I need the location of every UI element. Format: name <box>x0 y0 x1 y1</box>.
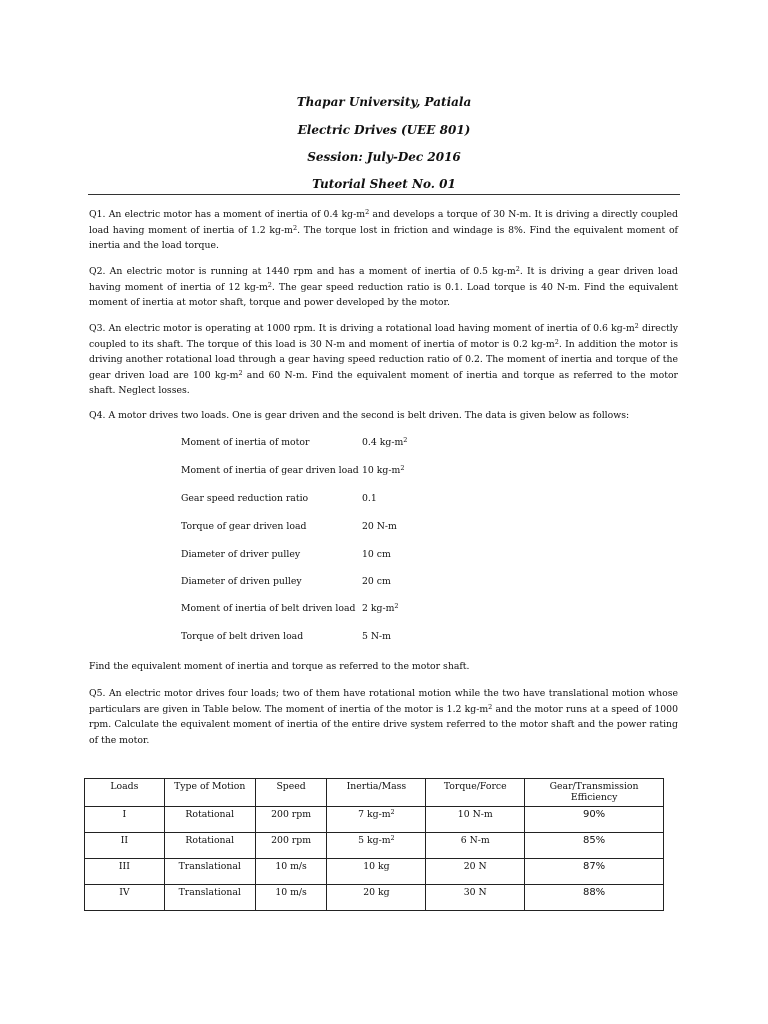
table-header-cell: Type of Motion <box>164 779 255 807</box>
inertia-cell: 10 kg <box>327 859 426 885</box>
inertia-cell: 5 $kg-m^2$ <box>327 833 426 859</box>
q4-row-value: 2 $kg-m^2$ <box>362 602 399 614</box>
table-row <box>85 807 664 833</box>
q4-row-value: 5 N-m <box>362 631 391 642</box>
q4-row-value: 0.1 <box>362 493 377 504</box>
motion-cell: Rotational <box>164 807 255 833</box>
motion-cell: Translational <box>164 859 255 885</box>
table-header-row <box>85 779 664 807</box>
speed-cell: 10 m/s <box>255 859 327 885</box>
tutorial-sheet-title: Tutorial Sheet No. 01 <box>312 177 456 191</box>
table-row <box>85 859 664 885</box>
table-header-cell: Speed <box>255 779 327 807</box>
inertia-cell: 7 $kg-m^2$ <box>327 807 426 833</box>
q4-row-label: Torque of gear driven load <box>181 521 307 532</box>
question-5: Q5. An electric motor drives four loads; two of them have rotational motion while the two have translational motion whose particulars are given in Table below. The moment of inertia of the motor is 1.2 $kg-m^2$ and the motor runs at a speed of 1000 rpm. Calculate the equivalent moment of inertia of the entire drive system referred to the motor shaft and the power rating of the motor. <box>89 688 678 746</box>
q4-row-value: 10 $kg-m^2$ <box>362 464 405 476</box>
efficiency-cell: 88% <box>525 885 664 911</box>
efficiency-cell: 87% <box>525 859 664 885</box>
q4-row-label: Torque of belt driven load <box>181 631 304 642</box>
q4-row-label: Diameter of driver pulley <box>181 549 301 560</box>
load-cell: II <box>85 833 165 859</box>
table-header-cell: Inertia/Mass <box>327 779 426 807</box>
q4-row-label: Moment of inertia of motor <box>181 437 310 448</box>
inertia-cell: 20 kg <box>327 885 426 911</box>
table-row <box>85 885 664 911</box>
header-divider <box>88 194 680 195</box>
load-cell: III <box>85 859 165 885</box>
question-2: Q2. An electric motor is running at 1440 rpm and has a moment of inertia of 0.5 $kg-m^2$. It is driving a gear driven load having moment of inertia of 12 $kg-m^2$. The gear speed reduction ratio is 0.1. Load torque is 40 N-m. Find the equivalent moment of inertia at motor shaft, torque and power developed by the motor. <box>89 265 678 309</box>
load-cell: IV <box>85 885 165 911</box>
question-1: Q1. An electric motor has a moment of inertia of 0.4 $kg-m^2$ and develops a torque of 30 N-m. It is driving a directly coupled load having moment of inertia of 1.2 $kg-m^2$. The torque lost in friction and windage is 8%. Find the equivalent moment of inertia and the load torque. <box>89 208 679 252</box>
table-header-cell: Loads <box>85 779 165 807</box>
q4-row-label: Moment of inertia of gear driven load <box>181 465 359 476</box>
load-cell: I <box>85 807 165 833</box>
speed-cell: 200 rpm <box>255 807 327 833</box>
speed-cell: 200 rpm <box>255 833 327 859</box>
q4-row-label: Moment of inertia of belt driven load <box>181 603 356 614</box>
q4-row-value: 10 cm <box>362 549 391 560</box>
torque-cell: 30 N <box>426 885 525 911</box>
university-title: Thapar University, Patiala <box>296 95 472 109</box>
table-header-cell: Gear/Transmission Efficiency <box>525 779 664 807</box>
q4-row-label: Gear speed reduction ratio <box>181 493 309 504</box>
efficiency-cell: 85% <box>525 833 664 859</box>
question-3: Q3. An electric motor is operating at 1000 rpm. It is driving a rotational load having moment of inertia of 0.6 $kg-m^2$ directly coupled to its shaft. The torque of this load is 30 N-m and moment of inertia of motor is 0.2 $kg-m^2$. In addition the motor is driving another rotational load through a gear having speed reduction ratio of 0.2. The moment of inertia and torque of the gear driven load are 100 $kg-m^2$ and 60 N-m. Find the equivalent moment of inertia and torque as referred to the motor shaft. Neglect losses. <box>89 322 678 397</box>
question-4-intro: Q4. A motor drives two loads. One is gear driven and the second is belt driven. The data is given below as follows: <box>89 410 630 421</box>
torque-cell: 6 N-m <box>426 833 525 859</box>
speed-cell: 10 m/s <box>255 885 327 911</box>
torque-cell: 20 N <box>426 859 525 885</box>
q4-row-value: 20 cm <box>362 576 391 587</box>
motion-cell: Translational <box>164 885 255 911</box>
efficiency-cell: 90% <box>525 807 664 833</box>
session-title: Session: July-Dec 2016 <box>307 150 461 164</box>
loads-table <box>84 778 664 911</box>
question-4-conclusion: Find the equivalent moment of inertia and torque as referred to the motor shaft. <box>89 661 470 672</box>
course-title: Electric Drives (UEE 801) <box>297 123 471 137</box>
q4-row-value: 0.4 $kg-m^2$ <box>362 436 408 448</box>
table-row <box>85 833 664 859</box>
q4-row-value: 20 N-m <box>362 521 397 532</box>
q4-row-label: Diameter of driven pulley <box>181 576 302 587</box>
table-header-cell: Torque/Force <box>426 779 525 807</box>
torque-cell: 10 N-m <box>426 807 525 833</box>
motion-cell: Rotational <box>164 833 255 859</box>
